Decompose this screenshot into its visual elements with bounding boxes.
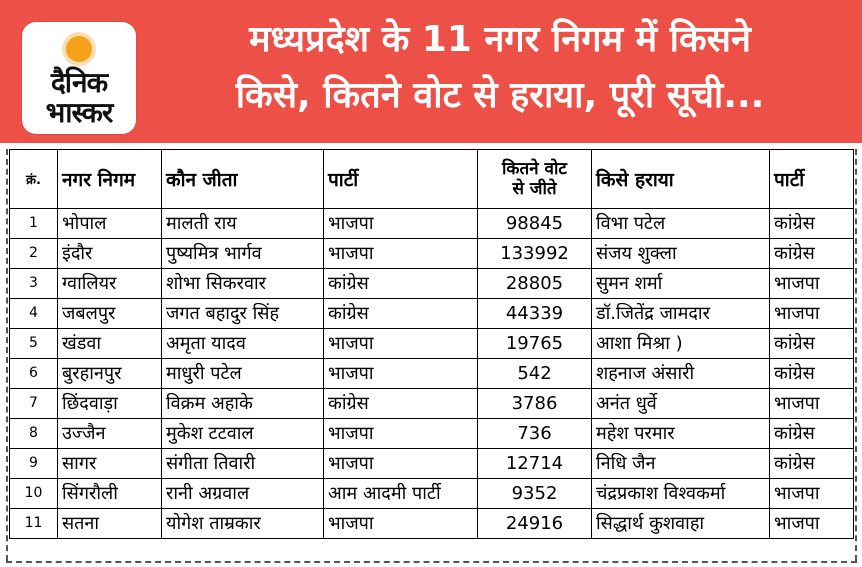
cell-loser: महेश परमार bbox=[592, 419, 770, 449]
cell-margin: 3786 bbox=[478, 389, 592, 419]
header-party: पार्टी bbox=[324, 150, 478, 209]
cell-city: भोपाल bbox=[58, 209, 162, 239]
header-city: नगर निगम bbox=[58, 150, 162, 209]
cell-party: भाजपा bbox=[324, 419, 478, 449]
dashed-border-left bbox=[6, 149, 8, 561]
cell-party: भाजपा bbox=[324, 239, 478, 269]
cell-loser-party: भाजपा bbox=[770, 509, 854, 539]
cell-loser: संजय शुक्ला bbox=[592, 239, 770, 269]
cell-winner: विक्रम अहाके bbox=[162, 389, 324, 419]
header-banner bbox=[0, 0, 862, 143]
cell-loser: सुमन शर्मा bbox=[592, 269, 770, 299]
cell-margin: 133992 bbox=[478, 239, 592, 269]
cell-loser: विभा पटेल bbox=[592, 209, 770, 239]
cell-party: कांग्रेस bbox=[324, 299, 478, 329]
header-margin-line1: कितने वोट bbox=[502, 159, 567, 179]
cell-loser-party: भाजपा bbox=[770, 389, 854, 419]
cell-sn: 8 bbox=[10, 419, 58, 449]
cell-sn: 5 bbox=[10, 329, 58, 359]
cell-margin: 9352 bbox=[478, 479, 592, 509]
cell-winner: रानी अग्रवाल bbox=[162, 479, 324, 509]
cell-city: सागर bbox=[58, 449, 162, 479]
cell-loser-party: भाजपा bbox=[770, 299, 854, 329]
cell-winner: माधुरी पटेल bbox=[162, 359, 324, 389]
headline-line1: मध्यप्रदेश के 11 नगर निगम में किसने bbox=[249, 19, 751, 60]
cell-loser: अनंत धुर्वे bbox=[592, 389, 770, 419]
cell-margin: 12714 bbox=[478, 449, 592, 479]
logo-text-line1: दैनिक bbox=[50, 66, 108, 99]
cell-loser-party: कांग्रेस bbox=[770, 329, 854, 359]
cell-city: सतना bbox=[58, 509, 162, 539]
header-winner: कौन जीता bbox=[162, 150, 324, 209]
cell-sn: 4 bbox=[10, 299, 58, 329]
cell-city: उज्जैन bbox=[58, 419, 162, 449]
cell-sn: 2 bbox=[10, 239, 58, 269]
cell-margin: 736 bbox=[478, 419, 592, 449]
cell-city: इंदौर bbox=[58, 239, 162, 269]
table-row bbox=[10, 299, 854, 329]
cell-city: खंडवा bbox=[58, 329, 162, 359]
cell-city: सिंगरौली bbox=[58, 479, 162, 509]
header-margin-line2: से जीते bbox=[512, 179, 557, 199]
results-table bbox=[9, 149, 854, 539]
table-row bbox=[10, 479, 854, 509]
cell-sn: 1 bbox=[10, 209, 58, 239]
table-row bbox=[10, 239, 854, 269]
headline-line2: किसे, कितने वोट से हराया, पूरी सूची... bbox=[235, 75, 765, 116]
cell-city: बुरहानपुर bbox=[58, 359, 162, 389]
cell-city: छिंदवाड़ा bbox=[58, 389, 162, 419]
table-row bbox=[10, 269, 854, 299]
table-row bbox=[10, 329, 854, 359]
cell-loser: शहनाज अंसारी bbox=[592, 359, 770, 389]
cell-party: भाजपा bbox=[324, 329, 478, 359]
cell-margin: 98845 bbox=[478, 209, 592, 239]
cell-winner: जगत बहादुर सिंह bbox=[162, 299, 324, 329]
header-sn: क्रं. bbox=[10, 150, 58, 209]
table-row bbox=[10, 509, 854, 539]
cell-loser-party: कांग्रेस bbox=[770, 209, 854, 239]
cell-winner: योगेश ताम्रकार bbox=[162, 509, 324, 539]
cell-margin: 24916 bbox=[478, 509, 592, 539]
cell-loser-party: कांग्रेस bbox=[770, 419, 854, 449]
cell-sn: 3 bbox=[10, 269, 58, 299]
table-row bbox=[10, 449, 854, 479]
sun-icon bbox=[66, 36, 92, 62]
cell-city: ग्वालियर bbox=[58, 269, 162, 299]
cell-winner: मालती राय bbox=[162, 209, 324, 239]
cell-sn: 10 bbox=[10, 479, 58, 509]
header-loser-party: पार्टी bbox=[770, 150, 854, 209]
table-row bbox=[10, 419, 854, 449]
cell-sn: 11 bbox=[10, 509, 58, 539]
cell-party: भाजपा bbox=[324, 509, 478, 539]
cell-party: कांग्रेस bbox=[324, 389, 478, 419]
cell-loser-party: कांग्रेस bbox=[770, 449, 854, 479]
cell-party: भाजपा bbox=[324, 209, 478, 239]
cell-loser: आशा मिश्रा ) bbox=[592, 329, 770, 359]
cell-loser: सिद्धार्थ कुशवाहा bbox=[592, 509, 770, 539]
cell-sn: 7 bbox=[10, 389, 58, 419]
dashed-border-bottom bbox=[6, 561, 857, 563]
cell-winner: शोभा सिकरवार bbox=[162, 269, 324, 299]
cell-loser-party: कांग्रेस bbox=[770, 359, 854, 389]
table-row bbox=[10, 389, 854, 419]
cell-winner: अमृता यादव bbox=[162, 329, 324, 359]
dainik-bhaskar-logo bbox=[22, 22, 136, 134]
cell-loser-party: भाजपा bbox=[770, 479, 854, 509]
cell-margin: 44339 bbox=[478, 299, 592, 329]
cell-sn: 6 bbox=[10, 359, 58, 389]
cell-party: आम आदमी पार्टी bbox=[324, 479, 478, 509]
cell-city: जबलपुर bbox=[58, 299, 162, 329]
header-margin bbox=[478, 150, 592, 209]
cell-winner: संगीता तिवारी bbox=[162, 449, 324, 479]
cell-winner: पुष्यमित्र भार्गव bbox=[162, 239, 324, 269]
cell-loser: निधि जैन bbox=[592, 449, 770, 479]
cell-loser-party: कांग्रेस bbox=[770, 239, 854, 269]
table-row bbox=[10, 209, 854, 239]
cell-winner: मुकेश टटवाल bbox=[162, 419, 324, 449]
cell-loser: डॉ.जितेंद्र जामदार bbox=[592, 299, 770, 329]
cell-margin: 542 bbox=[478, 359, 592, 389]
cell-sn: 9 bbox=[10, 449, 58, 479]
header-loser: किसे हराया bbox=[592, 150, 770, 209]
cell-loser: चंद्रप्रकाश विश्वकर्मा bbox=[592, 479, 770, 509]
cell-loser-party: भाजपा bbox=[770, 269, 854, 299]
dashed-border-right bbox=[855, 149, 857, 561]
logo-text-line2: भास्कर bbox=[45, 96, 113, 129]
cell-party: कांग्रेस bbox=[324, 269, 478, 299]
cell-party: भाजपा bbox=[324, 359, 478, 389]
cell-margin: 28805 bbox=[478, 269, 592, 299]
table-row bbox=[10, 359, 854, 389]
cell-party: भाजपा bbox=[324, 449, 478, 479]
results-table-wrapper bbox=[9, 149, 853, 561]
cell-margin: 19765 bbox=[478, 329, 592, 359]
table-header-row bbox=[10, 150, 854, 209]
